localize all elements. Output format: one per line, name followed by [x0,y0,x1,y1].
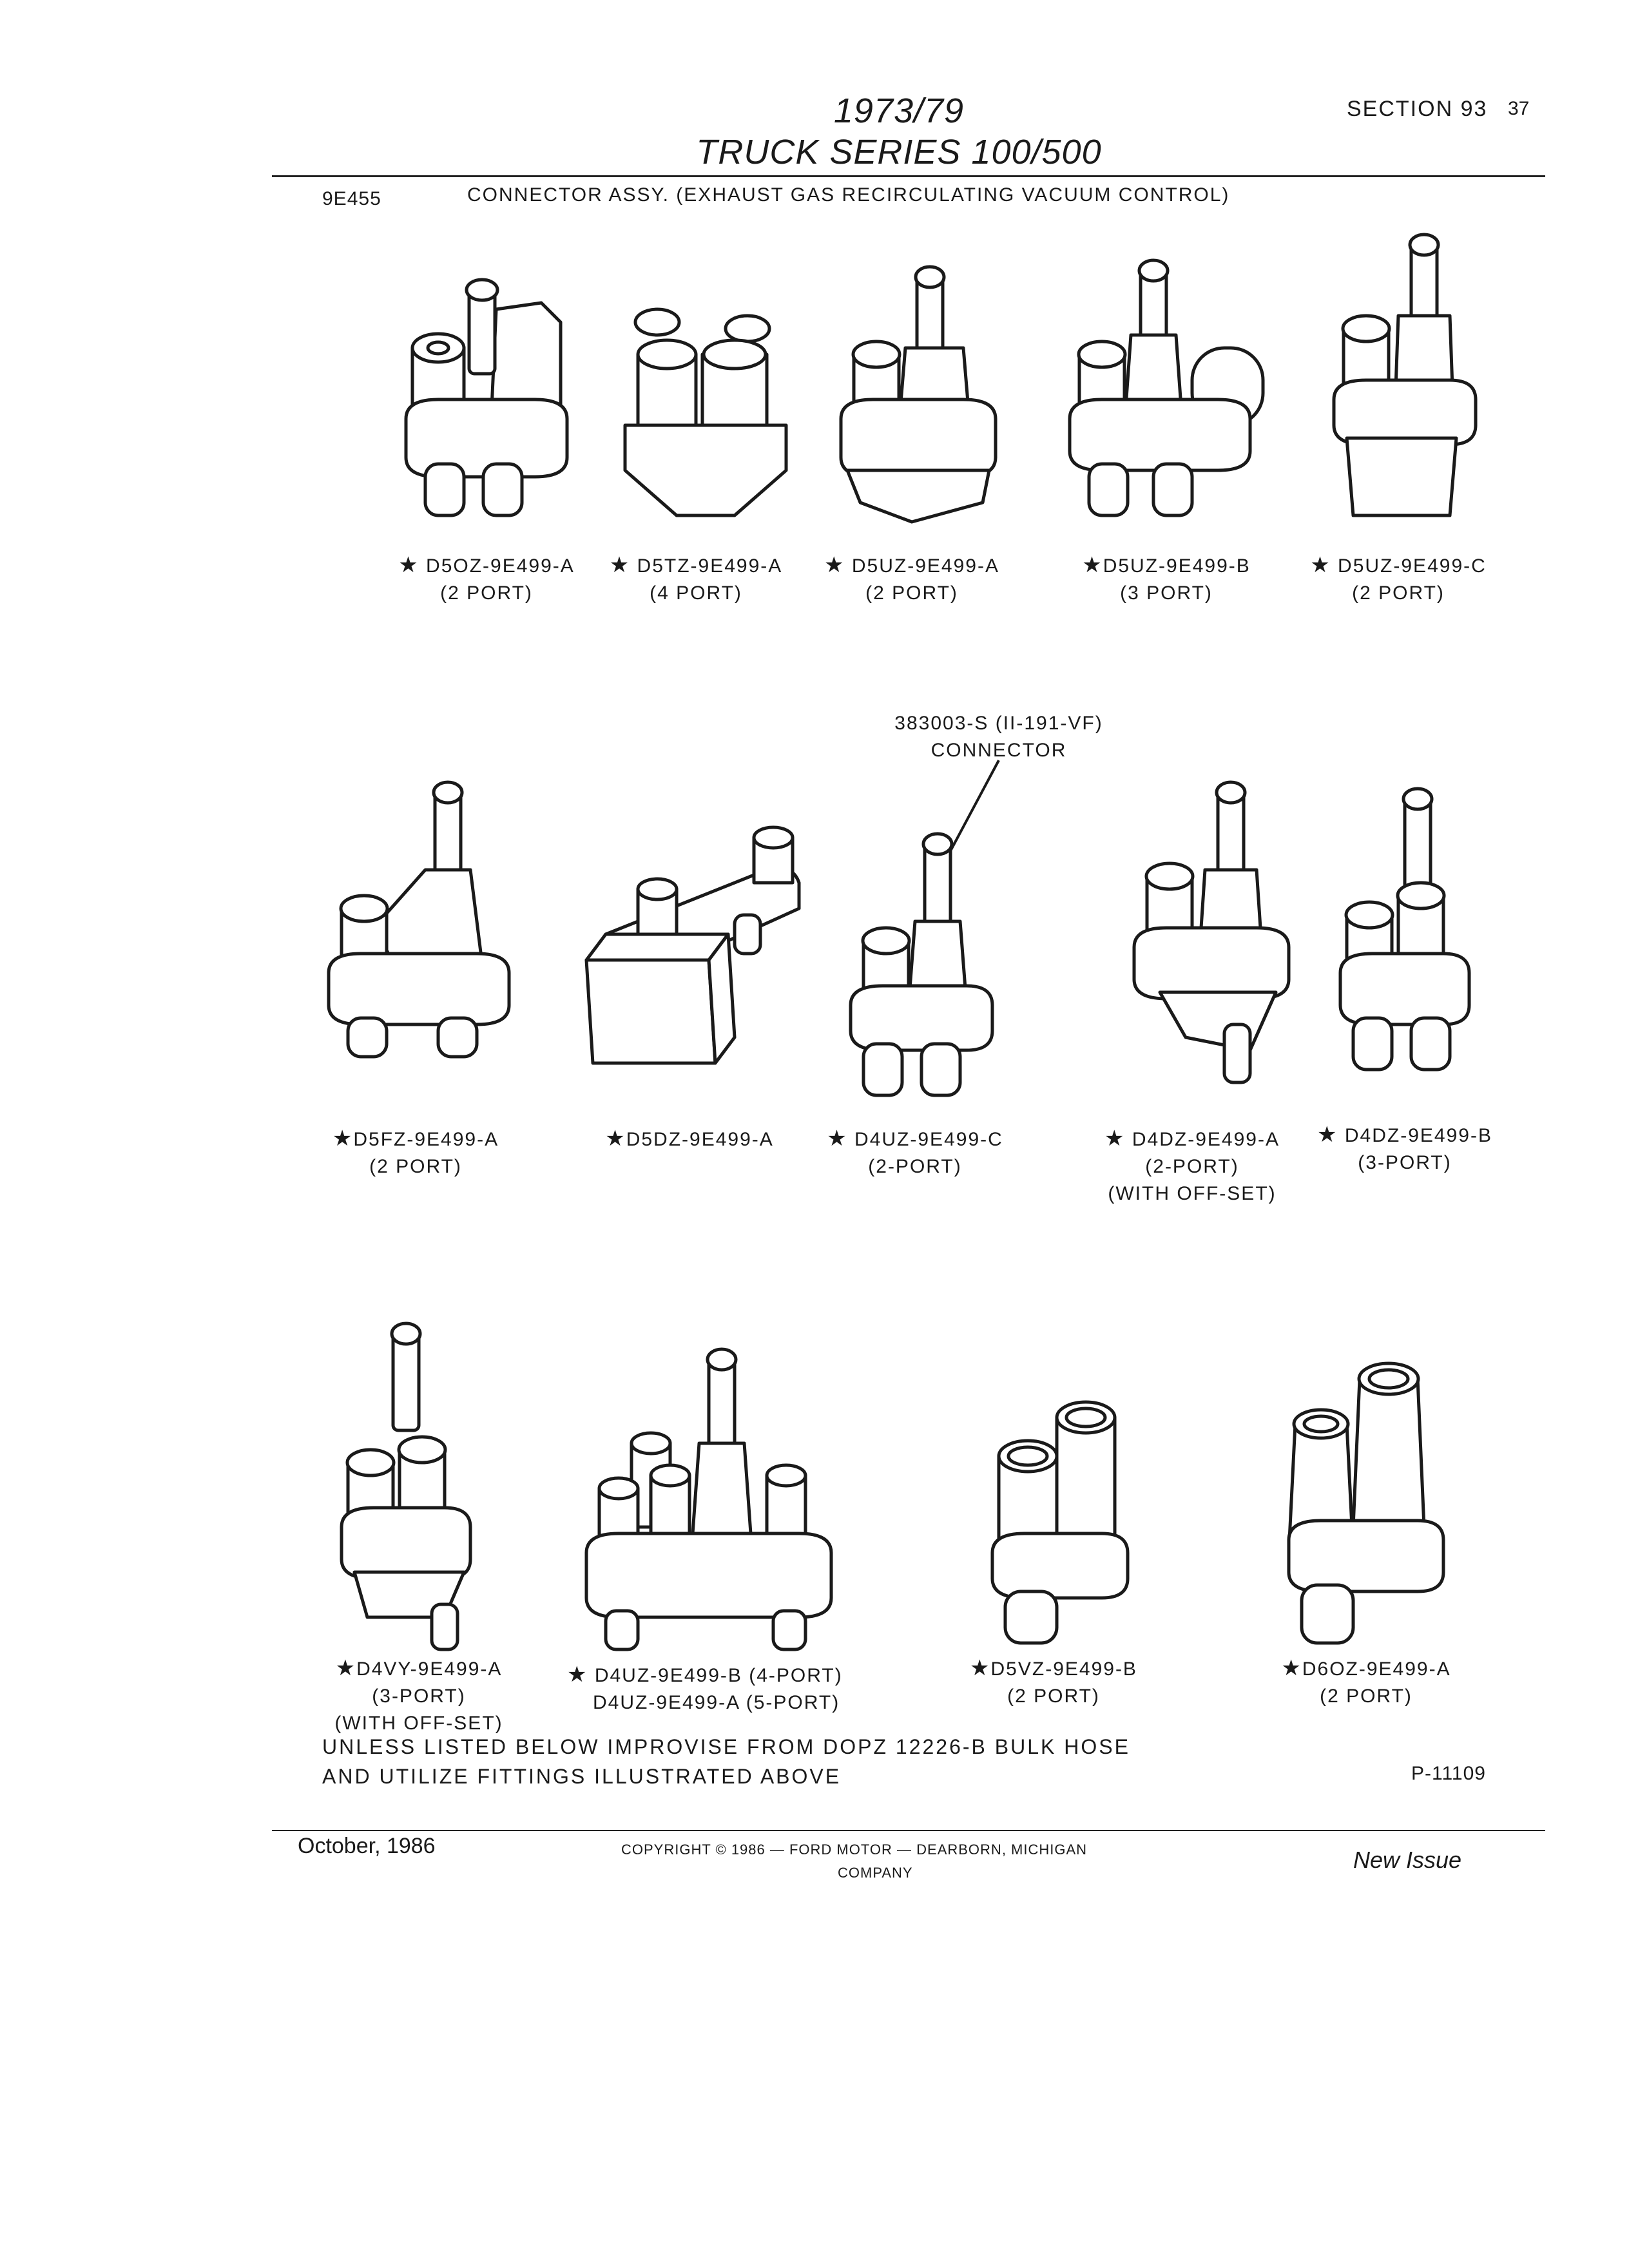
footer-copyright: COPYRIGHT © 1986 — FORD MOTOR — DEARBORN, MICHIGAN [621,1841,1088,1858]
connector-illustration-8 [844,831,999,1102]
header-rule [272,175,1545,177]
footer-date: October, 1986 [298,1834,436,1858]
part-caption-13 [947,1655,1160,1710]
part-number: D5DZ-9E499-A [626,1129,774,1150]
part-number: D5UZ-9E499-A [851,555,999,577]
part-note: (4 PORT) [650,582,742,604]
part-note: (3-PORT) [1358,1152,1452,1173]
section-label: SECTION 93 [1347,97,1488,121]
star-icon: ★ [1310,553,1331,577]
star-icon: ★ [609,553,631,577]
footer-company: COMPANY [838,1865,913,1881]
part-note: (3-PORT) [372,1686,466,1707]
part-caption-3 [805,552,1018,607]
part-number: D4DZ-9E499-B [1344,1125,1492,1146]
star-icon: ★ [1082,553,1103,577]
part-note: (2 PORT) [1007,1686,1100,1707]
part-number: D5UZ-9E499-B [1103,555,1251,577]
group-description: CONNECTOR ASSY. (EXHAUST GAS RECIRCULATING VACUUM CONTROL) [467,184,1230,206]
star-icon: ★ [567,1662,588,1687]
part-number: D5VZ-9E499-B [990,1658,1137,1680]
connector-illustration-3 [834,258,1002,528]
connector-illustration-5 [1327,232,1482,528]
star-icon: ★ [827,1126,848,1151]
star-icon: ★ [605,1126,626,1151]
part-number: D5OZ-9E499-A [426,555,575,577]
part-number: D6OZ-9E499-A [1302,1658,1451,1680]
star-icon: ★ [1104,1126,1126,1151]
part-caption-8 [812,1125,1018,1180]
connector-illustration-11 [335,1321,483,1656]
star-icon: ★ [1317,1122,1338,1147]
part-number-secondary: D4UZ-9E499-A (5-PORT) [593,1692,840,1713]
part-number: D5UZ-9E499-C [1338,555,1487,577]
star-icon: ★ [335,1656,357,1680]
connector-illustration-13 [986,1392,1134,1649]
star-icon: ★ [398,553,419,577]
bulk-hose-note-line1: UNLESS LISTED BELOW IMPROVISE FROM DOPZ 12226-B BULK HOSE [322,1735,1130,1758]
part-caption-14 [1263,1655,1469,1710]
connector-illustration-10 [1334,786,1476,1082]
part-caption-6 [309,1125,522,1180]
part-note: (2-PORT) [1145,1156,1239,1177]
connector-illustration-2 [619,296,793,528]
callout-part-number: 383003-S (II-191-VF) [894,713,1103,734]
part-caption-10 [1302,1121,1508,1177]
connector-illustration-12 [580,1347,838,1656]
bulk-hose-note-line2: AND UTILIZE FITTINGS ILLUSTRATED ABOVE [322,1765,842,1788]
part-caption-2 [593,552,799,607]
connector-illustration-4 [1063,258,1269,528]
part-note: (2 PORT) [440,582,533,604]
connector-illustration-1 [400,271,580,528]
part-note: (2 PORT) [865,582,958,604]
part-note-secondary: (WITH OFF-SET) [334,1713,503,1734]
star-icon: ★ [1281,1656,1302,1680]
part-note-secondary: (WITH OFF-SET) [1108,1183,1277,1204]
bulk-hose-note [322,1732,1130,1791]
part-caption-12 [567,1661,851,1716]
connector-illustration-7 [580,818,812,1076]
part-note: (2 PORT) [1320,1686,1412,1707]
part-number: D5FZ-9E499-A [353,1129,499,1150]
star-icon: ★ [970,1656,991,1680]
part-note: (2 PORT) [369,1156,462,1177]
part-number: D4DZ-9E499-A [1132,1129,1280,1150]
part-note: (2 PORT) [1352,582,1445,604]
part-caption-4 [1057,552,1276,607]
header-series: TRUCK SERIES 100/500 [696,133,1102,171]
part-note: (2-PORT) [868,1156,962,1177]
footer-rule [272,1830,1545,1831]
footer-issue: New Issue [1353,1847,1462,1873]
connector-callout [876,710,1121,764]
part-number: D4UZ-9E499-C [854,1129,1003,1150]
part-caption-9 [1083,1125,1302,1207]
part-number: D4VY-9E499-A [356,1658,503,1680]
star-icon: ★ [332,1126,354,1151]
star-icon: ★ [824,553,845,577]
part-caption-1 [380,552,593,607]
plate-number: P-11109 [1411,1763,1486,1784]
connector-illustration-9 [1121,780,1302,1089]
part-number: D4UZ-9E499-B (4-PORT) [594,1665,843,1686]
callout-label: CONNECTOR [930,740,1067,761]
part-caption-7 [593,1125,786,1153]
part-caption-5 [1289,552,1508,607]
part-note: (3 PORT) [1120,582,1213,604]
page-number: 37 [1508,98,1530,119]
connector-illustration-14 [1282,1360,1450,1656]
part-number: D5TZ-9E499-A [637,555,783,577]
group-number: 9E455 [322,188,381,209]
part-caption-11 [316,1655,522,1737]
connector-illustration-6 [322,780,516,1063]
header-year-range: 1973/79 [833,91,965,130]
